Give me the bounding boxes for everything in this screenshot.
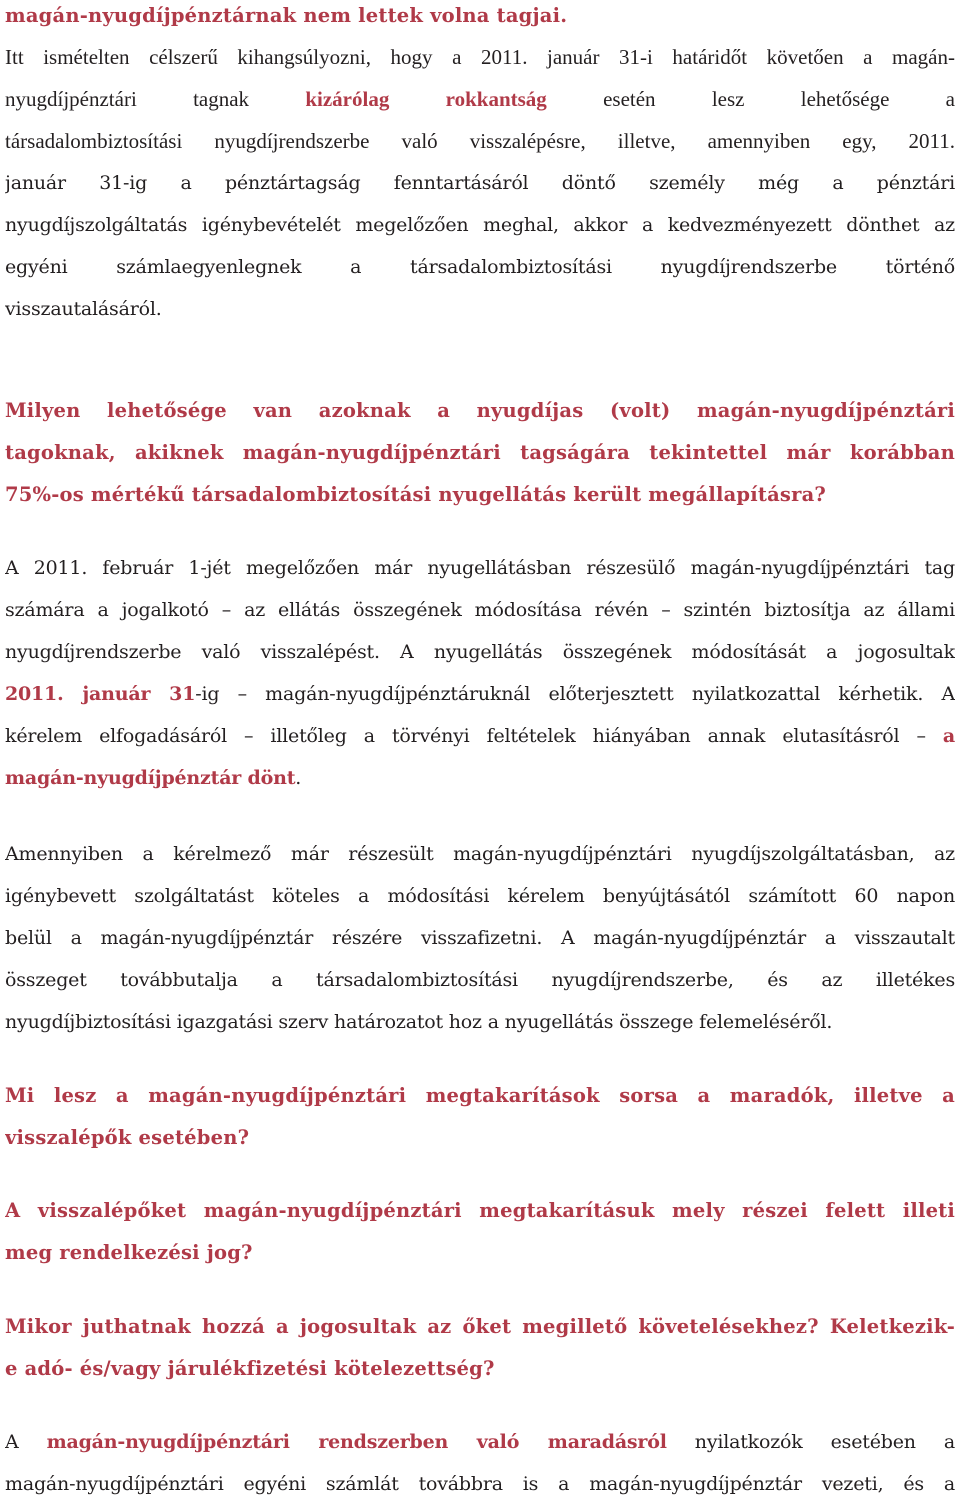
text-line: igénybevett szolgáltatást köteles a módosítási kérelem benyújtásától számított 60 napon bbox=[5, 885, 955, 907]
heading-line: magán-nyugdíjpénztárnak nem lettek volna tagjai. bbox=[5, 4, 568, 27]
text-span: -ig – magán-nyugdíjpénztáruknál előterjesztett nyilatkozattal kérhetik. A bbox=[195, 683, 955, 705]
text-line: számára a jogalkotó – az ellátás összegének módosítása révén – szintén biztosítja az állami bbox=[5, 599, 955, 621]
text-line: visszautalásáról. bbox=[5, 298, 162, 320]
emphasis-rokkantsag: rokkantság bbox=[445, 87, 547, 111]
text-span: . bbox=[295, 767, 302, 789]
text-line: magán-nyugdíjpénztári egyéni számlát továbbra is a magán-nyugdíjpénztár vezeti, és a bbox=[5, 1473, 955, 1495]
text-line: nyugdíjrendszerbe való visszalépést. A nyugellátás összegének módosítását a jogosultak bbox=[5, 641, 955, 663]
heading-line: tagoknak, akiknek magán-nyugdíjpénztári tagságára tekintettel már korábban bbox=[5, 441, 955, 464]
text-line: egyéni számlaegyenlegnek a társadalombiztosítási nyugdíjrendszerbe történő bbox=[5, 256, 955, 278]
text-line: Itt ismételten célszerű kihangsúlyozni, hogy a 2011. január 31-i határidőt követően a magán- bbox=[5, 45, 955, 69]
heading-line: Milyen lehetősége van azoknak a nyugdíjas (volt) magán-nyugdíjpénztári bbox=[5, 399, 955, 422]
text-line bbox=[5, 674, 955, 714]
heading-line: Mikor juthatnak hozzá a jogosultak az őket megillető követelésekhez? Keletkezik- bbox=[5, 1315, 955, 1338]
text-line bbox=[5, 716, 955, 756]
text-span: nyilatkozók esetében a bbox=[666, 1431, 955, 1453]
text-span: nyugdíjpénztári tagnak bbox=[5, 87, 306, 111]
heading-line: e adó- és/vagy járulékfizetési kötelezettség? bbox=[5, 1357, 495, 1380]
text-line: nyugdíjszolgáltatás igénybevételét megelőzően meghal, akkor a kedvezményezett dönthet az bbox=[5, 214, 955, 236]
heading-line: A visszalépőket magán-nyugdíjpénztári megtakarításuk mely részei felett illeti bbox=[5, 1199, 955, 1222]
heading-line: 75%-os mértékű társadalombiztosítási nyugellátás került megállapításra? bbox=[5, 483, 827, 506]
heading-line: visszalépők esetében? bbox=[5, 1126, 250, 1149]
text-line bbox=[5, 1422, 955, 1462]
emphasis-a: a bbox=[942, 725, 955, 747]
text-span: esetén lesz lehetősége a bbox=[546, 87, 955, 111]
emphasis-kizarolag: kizárólag bbox=[305, 87, 390, 111]
text-line: összeget továbbutalja a társadalombiztosítási nyugdíjrendszerbe, és az illetékes bbox=[5, 969, 955, 991]
text-line: társadalombiztosítási nyugdíjrendszerbe való visszalépésre, illetve, amennyiben egy, 2011. bbox=[5, 129, 955, 153]
text-span: kérelem elfogadásáról – illetőleg a törvényi feltételek hiányában annak elutasításról – bbox=[5, 725, 943, 747]
text-line: belül a magán-nyugdíjpénztár részére visszafizetni. A magán-nyugdíjpénztár a visszautalt bbox=[5, 927, 955, 949]
text-line bbox=[5, 79, 955, 119]
text-line bbox=[5, 758, 955, 798]
text-span: A bbox=[5, 1431, 47, 1453]
text-line: nyugdíjbiztosítási igazgatási szerv határozatot hoz a nyugellátás összege felemeléséről. bbox=[5, 1011, 833, 1033]
heading-line: meg rendelkezési jog? bbox=[5, 1241, 253, 1264]
emphasis-magan-nyugdijpenztar-dont: magán-nyugdíjpénztár dönt bbox=[5, 767, 296, 789]
text-line: január 31-ig a pénztártagság fenntartásáról döntő személy még a pénztári bbox=[5, 172, 955, 194]
text-line: A 2011. február 1-jét megelőzően már nyugellátásban részesülő magán-nyugdíjpénztári tag bbox=[5, 557, 955, 579]
text-span bbox=[389, 87, 445, 111]
text-line: Amennyiben a kérelmező már részesült magán-nyugdíjpénztári nyugdíjszolgáltatásban, az bbox=[5, 843, 955, 865]
emphasis-date: 2011. január 31 bbox=[5, 683, 196, 705]
heading-line: Mi lesz a magán-nyugdíjpénztári megtakarítások sorsa a maradók, illetve a bbox=[5, 1084, 955, 1107]
emphasis-maradasrol: magán-nyugdíjpénztári rendszerben való maradásról bbox=[46, 1431, 667, 1453]
